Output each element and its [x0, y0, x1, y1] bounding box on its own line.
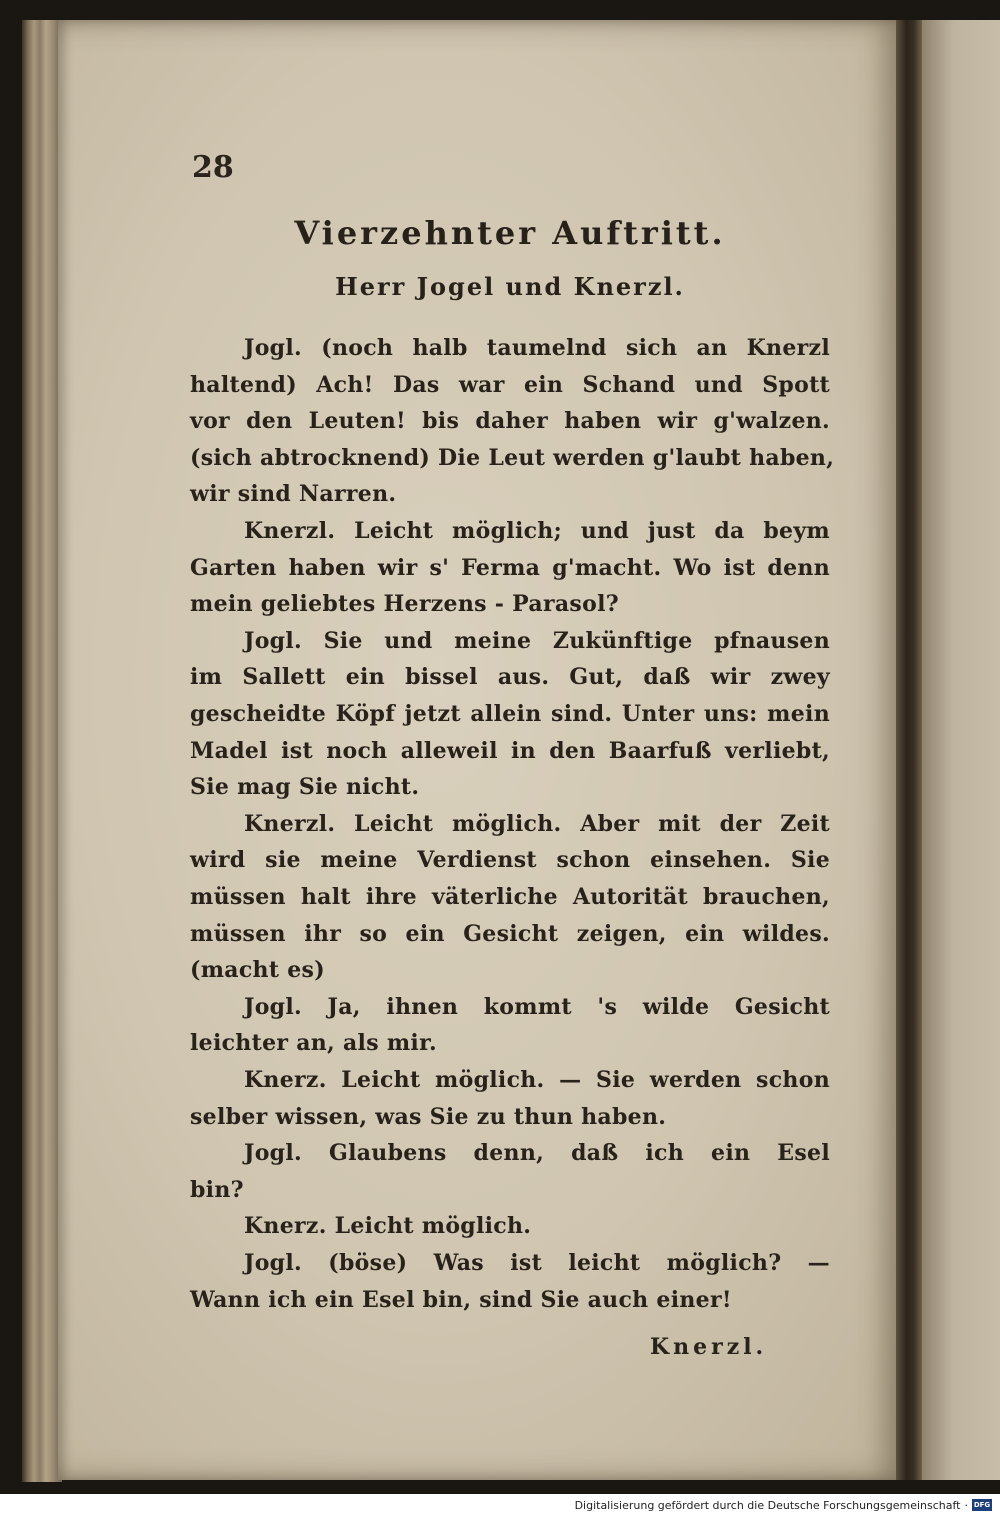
- text-line: müssen halt ihre väterliche Autorität brauchen,: [190, 884, 830, 910]
- text-line: haltend) Ach! Das war ein Schand und Spott: [190, 372, 830, 398]
- text-line: (macht es): [190, 957, 325, 983]
- footer-credit-text: Digitalisierung gefördert durch die Deutsche Forschungsgemeinschaft: [574, 1498, 961, 1512]
- page-edges: [22, 20, 62, 1482]
- text-line: Knerzl. Leicht möglich. Aber mit der Zeit: [244, 811, 830, 837]
- footer-credit: Digitalisierung gefördert durch die Deutsche Forschungsgemeinschaft · DFG: [574, 1498, 991, 1512]
- text-line: Jogl. Sie und meine Zukünftige pfnausen: [244, 628, 830, 654]
- text-line: vor den Leuten! bis daher haben wir g'walzen.: [190, 408, 830, 434]
- text-line: Jogl. Ja, ihnen kommt 's wilde Gesicht: [244, 994, 830, 1020]
- text-line: müssen ihr so ein Gesicht zeigen, ein wildes.: [190, 921, 830, 947]
- text-line: selber wissen, was Sie zu thun haben.: [190, 1104, 667, 1130]
- scene-title: Vierzehnter Auftritt.: [294, 214, 726, 252]
- text-line: Jogl. (böse) Was ist leicht möglich? —: [244, 1250, 830, 1276]
- facing-page-edge: [922, 20, 1000, 1480]
- text-line: wir sind Narren.: [190, 481, 397, 507]
- text-line: wird sie meine Verdienst schon einsehen. Sie: [190, 847, 830, 873]
- text-line: leichter an, als mir.: [190, 1030, 437, 1056]
- text-line: im Sallett ein bissel aus. Gut, daß wir zwey: [190, 664, 830, 690]
- text-line: Wann ich ein Esel bin, sind Sie auch einer!: [190, 1287, 732, 1313]
- page-number: 28: [192, 150, 234, 185]
- dfg-logo-icon: DFG: [973, 1501, 991, 1509]
- text-line: Jogl. Glaubens denn, daß ich ein Esel: [244, 1140, 830, 1166]
- scene-characters: Herr Jogel und Knerzl.: [335, 272, 685, 301]
- text-line: bin?: [190, 1177, 244, 1203]
- text-line: mein geliebtes Herzens - Parasol?: [190, 591, 619, 617]
- text-line: Garten haben wir s' Ferma g'macht. Wo ist denn: [190, 555, 830, 581]
- book-gutter: [896, 20, 922, 1480]
- text-line: Jogl. (noch halb taumelnd sich an Knerzl: [244, 335, 830, 361]
- text-line: Knerz. Leicht möglich.: [244, 1213, 532, 1239]
- text-line: gescheidte Köpf jetzt allein sind. Unter uns: mein: [190, 701, 830, 727]
- text-line: Madel ist noch alleweil in den Baarfuß verliebt,: [190, 738, 830, 764]
- catchword: Knerzl.: [650, 1334, 768, 1360]
- text-line: Knerzl. Leicht möglich; und just da beym: [244, 518, 830, 544]
- text-line: (sich abtrocknend) Die Leut werden g'laubt haben,: [190, 445, 835, 471]
- text-line: Knerz. Leicht möglich. — Sie werden schon: [244, 1067, 830, 1093]
- text-line: Sie mag Sie nicht.: [190, 774, 420, 800]
